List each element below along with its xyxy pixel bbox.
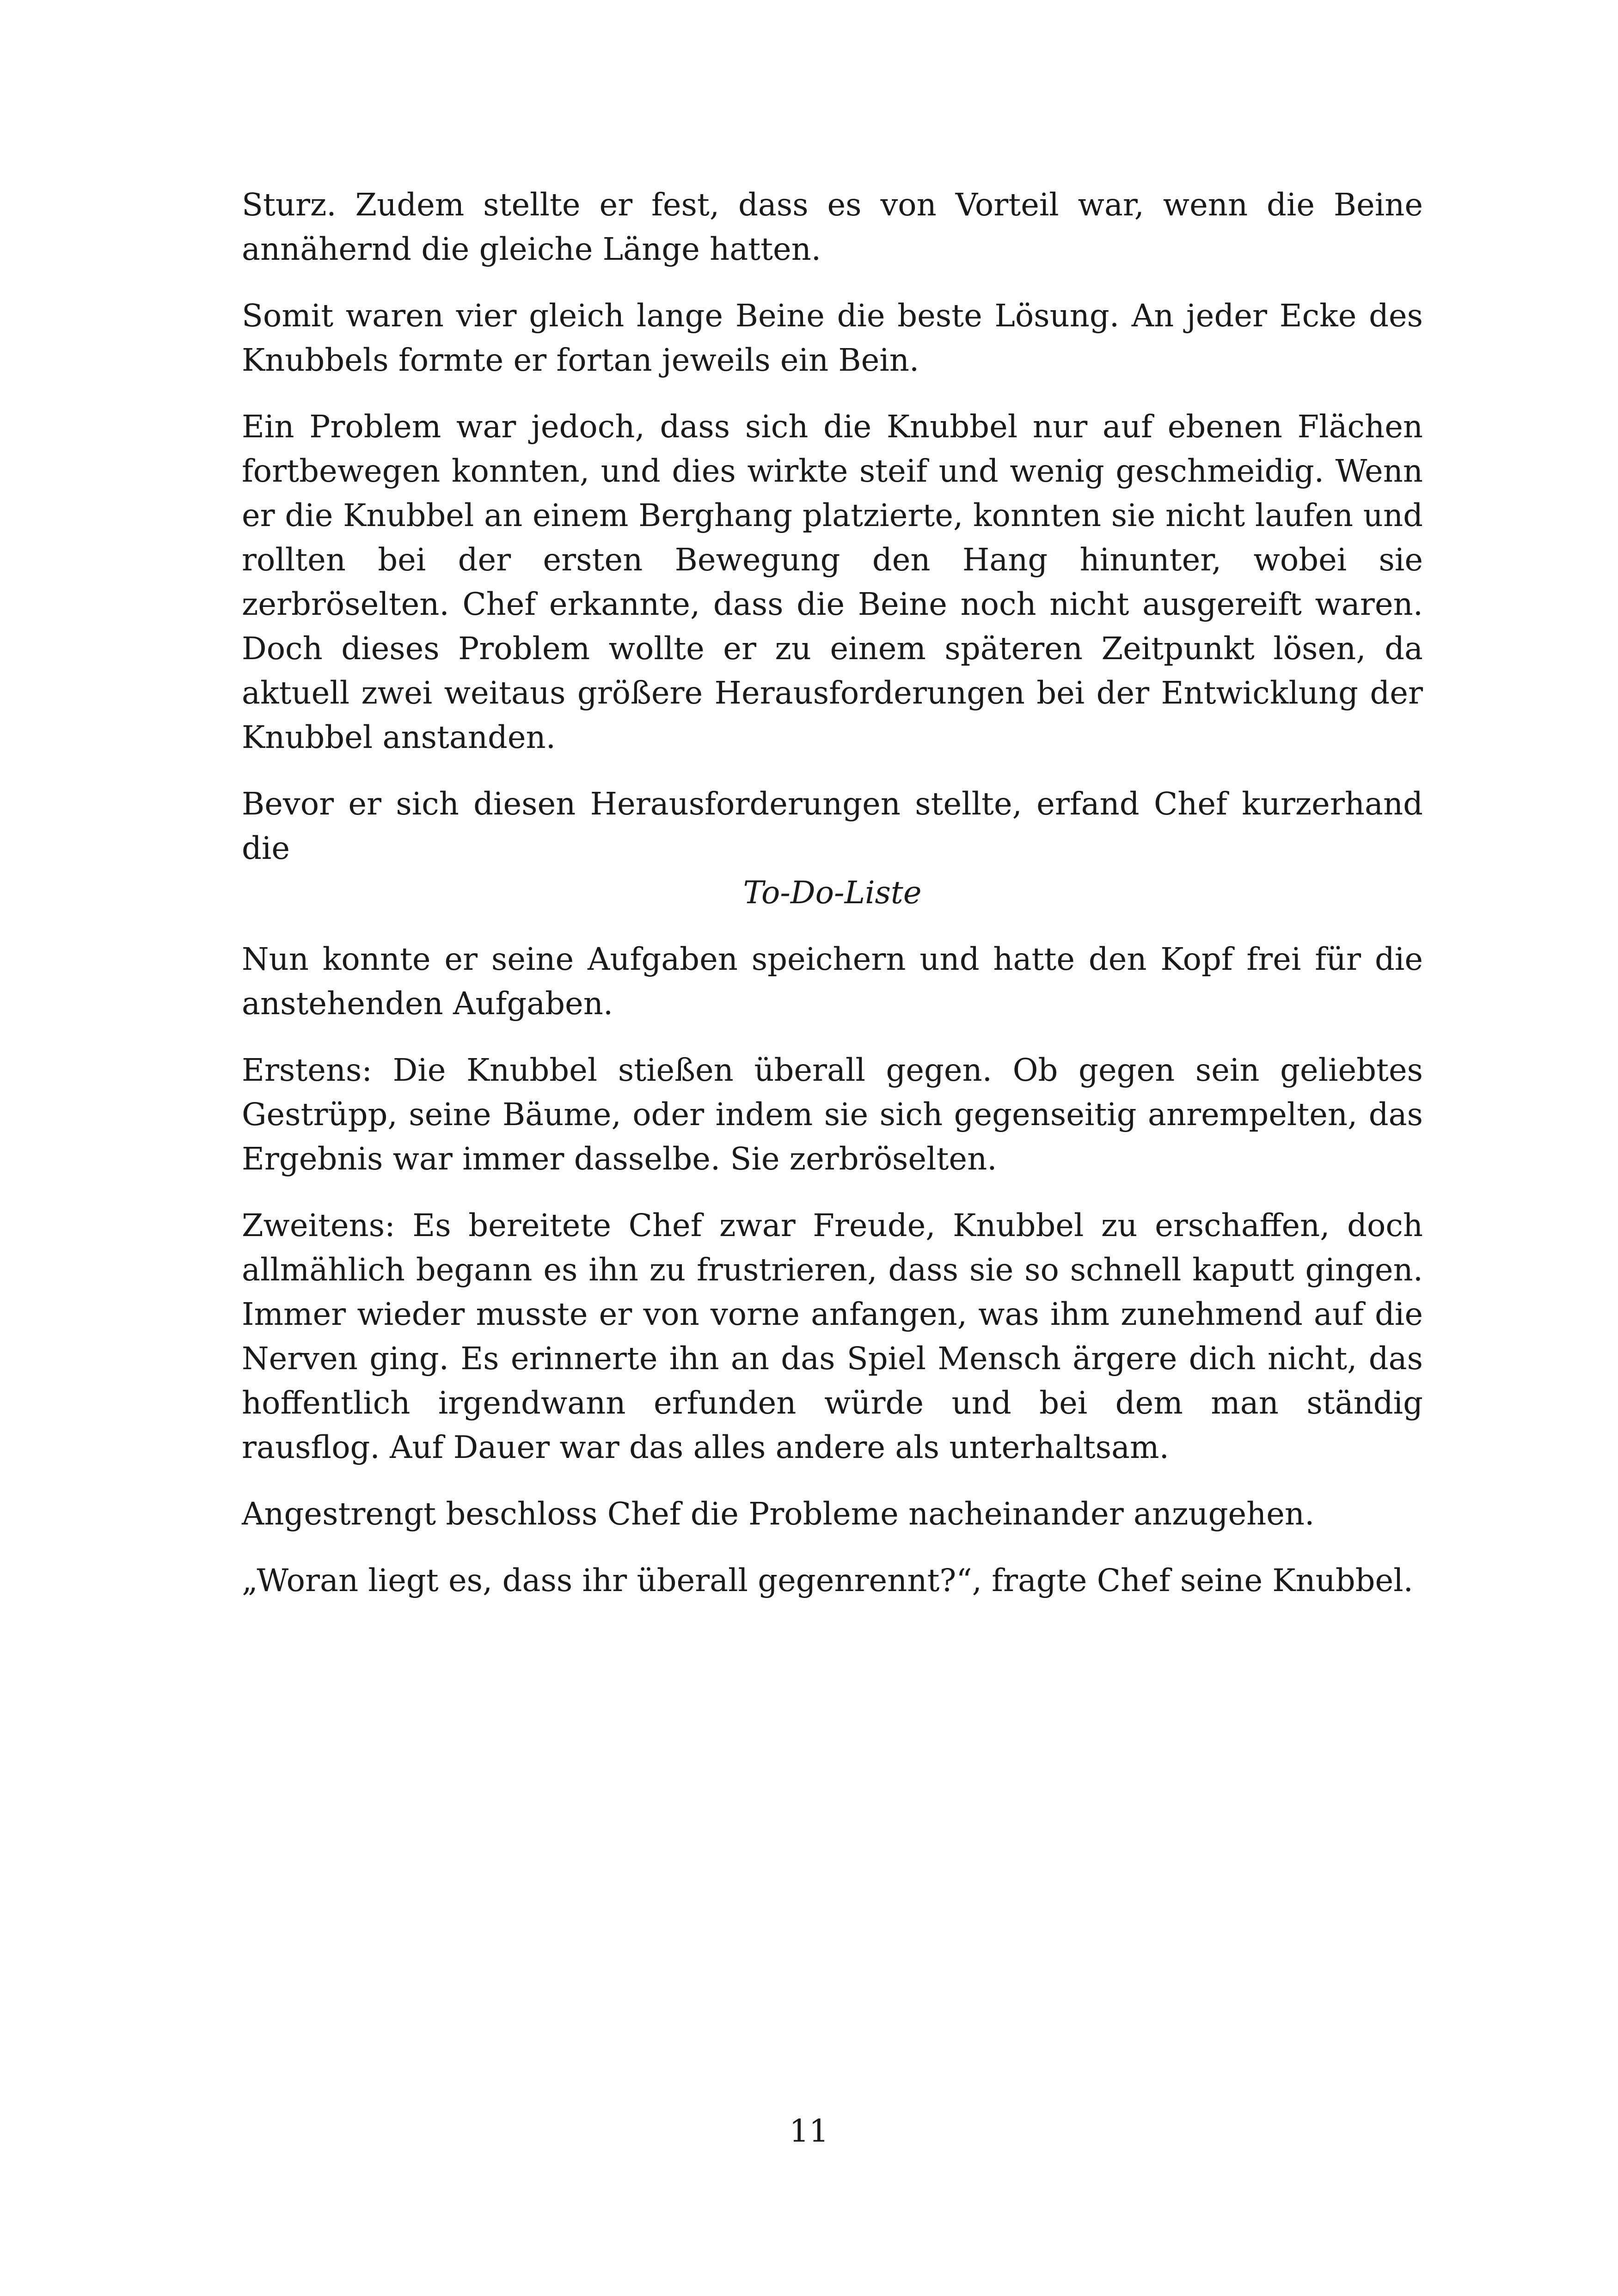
highlight-term: To-Do-Liste	[743, 875, 922, 911]
paragraph: Somit waren vier gleich lange Beine die beste Lösung. An jeder Ecke des Knubbels formte er fortan jeweils ein Bein.	[242, 298, 1423, 378]
paragraph: Angestrengt beschloss Chef die Probleme nacheinander anzugehen.	[242, 1496, 1315, 1532]
paragraph: Sturz. Zudem stellte er fest, dass es von Vorteil war, wenn die Beine annähernd die gleiche Länge hatten.	[242, 187, 1423, 267]
page-number: 11	[789, 2113, 829, 2149]
body-text	[242, 183, 1423, 1625]
paragraph: Nun konnte er seine Aufgaben speichern und hatte den Kopf frei für die anstehenden Aufgaben.	[242, 941, 1423, 1022]
paragraph: Zweitens: Es bereitete Chef zwar Freude, Knubbel zu erschaffen, doch allmählich begann es ihn zu frustrieren, dass sie so schnell kaputt gingen. Immer wieder musste er von vorne anfangen, was ihm zunehmend auf die Nerven ging. Es erinnerte ihn an das Spiel Mensch ärgere dich nicht, das hoffentlich irgendwann erfunden würde und bei dem man ständig rausflog. Auf Dauer war das alles andere als unterhaltsam.	[242, 1207, 1423, 1465]
paragraph: Ein Problem war jedoch, dass sich die Knubbel nur auf ebenen Flächen fortbewegen konnten, und dies wirkte steif und wenig geschmeidig. Wenn er die Knubbel an einem Berghang platzierte, konnten sie nicht laufen und rollten bei der ersten Bewegung den Hang hinunter, wobei sie zerbröselten. Chef erkannte, dass die Beine noch nicht ausgereift waren. Doch dieses Problem wollte er zu einem späteren Zeitpunkt lösen, da aktuell zwei weitaus größere Herausforderungen bei der Entwicklung der Knubbel anstanden.	[242, 409, 1423, 755]
paragraph: Erstens: Die Knubbel stießen überall gegen. Ob gegen sein geliebtes Gestrüpp, seine Bäume, oder indem sie sich gegenseitig anrempelten, das Ergebnis war immer dasselbe. Sie zerbröselten.	[242, 1052, 1423, 1177]
paragraph: „Woran liegt es, dass ihr überall gegenrennt?“, fragte Chef seine Knubbel.	[242, 1562, 1413, 1598]
paragraph: Bevor er sich diesen Herausforderungen stellte, erfand Chef kurzerhand die	[242, 786, 1423, 866]
